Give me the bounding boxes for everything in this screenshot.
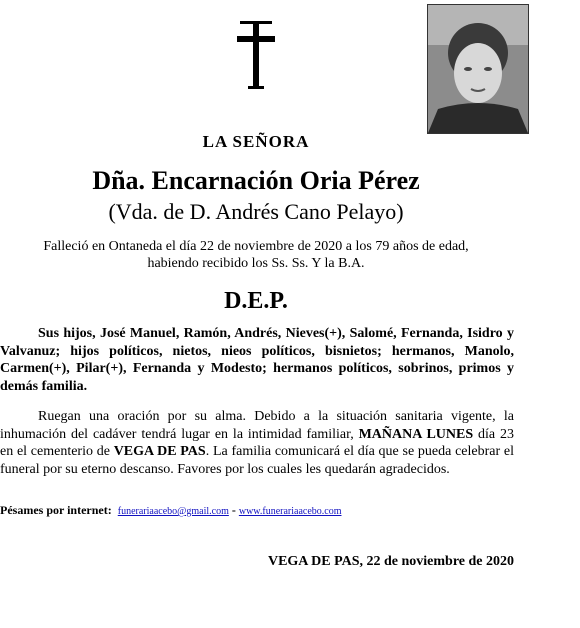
link-separator: - — [228, 503, 239, 517]
heading: LA SEÑORA — [202, 132, 310, 151]
widow-of: (Vda. de D. Andrés Cano Pelayo) — [108, 199, 404, 224]
email-link[interactable]: funerariaacebo@gmail.com — [117, 506, 229, 517]
condolences-label: Pésames por internet: — [0, 503, 112, 517]
family-paragraph: Sus hijos, José Manuel, Ramón, Andrés, Nieves(+), Salomé, Fernanda, Isidro y Valvanuz; hijos políticos, nietos, nieos políticos, bisnietos; hermanos, Manolo, Carmen(+), Pilar(+), Fernanda y Modesto; hermanos políticos, sobrinos, primos y demás familia. — [0, 326, 514, 394]
prayer-place-bold: VEGA DE PAS — [113, 444, 206, 459]
condolences-line — [0, 503, 342, 518]
rip-heading: D.E.P. — [224, 288, 288, 314]
place-date: VEGA DE PAS, 22 de noviembre de 2020 — [267, 554, 514, 569]
prayer-text-3: . La familia comunicará el día que se pueda celebrar el funeral por su eterno descanso. Favores por los cuales les quedarán agradecidos. — [0, 444, 514, 477]
death-line-2: habiendo recibido los Ss. Ss. Y la B.A. — [147, 256, 365, 271]
cross-icon — [236, 20, 276, 90]
portrait-photo — [427, 4, 529, 134]
death-line-1: Falleció en Ontaneda el día 22 de noviembre de 2020 a los 79 años de edad, — [43, 239, 469, 254]
death-notice — [0, 238, 512, 272]
deceased-name: Dña. Encarnación Oria Pérez — [92, 166, 420, 195]
prayer-paragraph — [0, 408, 514, 478]
prayer-date-bold: MAÑANA LUNES — [358, 426, 474, 442]
website-link[interactable]: www.funerariaacebo.com — [238, 506, 342, 517]
prayer-text-1: Ruegan una oración por su alma. Debido a la situación sanitaria vigente, la inhumación del cadáver tendrá lugar en la intimidad familiar, — [0, 409, 514, 442]
prayer-text-2: día 23 en el cementerio de — [0, 426, 514, 459]
